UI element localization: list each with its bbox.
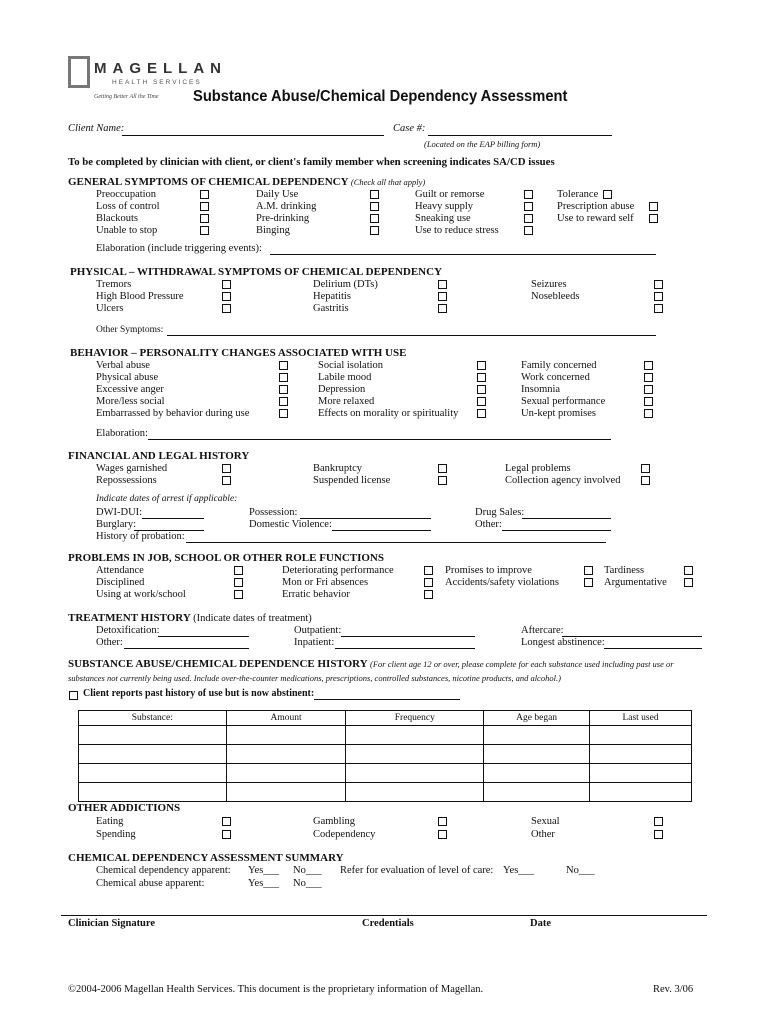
arrest-note: Indicate dates of arrest if applicable: [96,494,238,504]
checkbox[interactable] [424,578,433,587]
detox-field[interactable] [158,636,249,637]
checkbox[interactable] [200,214,209,223]
checkbox[interactable] [654,830,663,839]
column-header: Last used [590,711,692,726]
table-row [79,726,692,745]
physical-item: Gastritis [313,303,349,314]
physical-item: Ulcers [96,303,124,314]
table-header [79,711,692,726]
checkbox[interactable] [222,817,231,826]
financial-heading: FINANCIAL AND LEGAL HISTORY [68,450,250,462]
dwi-label: DWI-DUI: [96,507,143,518]
behavior-elaboration-label: Elaboration: [96,428,148,439]
column-header: Frequency [346,711,484,726]
checkbox[interactable] [477,385,486,394]
general-item: Use to reward self [557,213,634,224]
substance-table [78,710,692,802]
addiction-item: Sexual [531,816,560,827]
general-item: Sneaking use [415,213,471,224]
financial-item: Wages garnished [96,463,168,474]
dependency-yes[interactable]: Yes___ [248,865,280,876]
checkbox[interactable] [222,476,231,485]
table-cell[interactable] [590,764,692,783]
credentials-label: Credentials [362,918,414,929]
checkbox[interactable] [477,397,486,406]
problems-item: Promises to improve [445,565,532,576]
table-cell[interactable] [346,783,484,802]
table-cell[interactable] [79,764,227,783]
table-cell[interactable] [346,764,484,783]
checkbox[interactable] [438,292,447,301]
behavior-item: Depression [318,384,366,395]
sa-history-heading: SUBSTANCE ABUSE/CHEMICAL DEPENDENCE HISTORY (For client age 12 or over, please complete for each substance used including past use or [68,658,674,670]
dependency-label: Chemical dependency apparent: [96,865,231,876]
physical-item: Hepatitis [313,291,351,302]
checkbox[interactable] [649,214,658,223]
behavior-item: More/less social [96,396,165,407]
longest-field[interactable] [604,648,702,649]
physical-item: Nosebleeds [531,291,580,302]
table-cell[interactable] [226,726,346,745]
probation-field[interactable] [186,542,606,543]
case-note: (Located on the EAP billing form) [424,139,541,149]
table-cell[interactable] [484,783,590,802]
table-row [79,783,692,802]
checkbox[interactable] [641,464,650,473]
table-cell[interactable] [590,745,692,764]
financial-item: Legal problems [505,463,571,474]
checkbox[interactable] [279,397,288,406]
checkbox[interactable] [279,361,288,370]
checkbox[interactable] [438,464,447,473]
physical-other-field[interactable] [167,335,656,336]
behavior-item: Insomnia [521,384,561,395]
domestic-field[interactable] [332,530,431,531]
problems-item: Mon or Fri absences [282,577,369,588]
checkbox[interactable] [279,409,288,418]
checkbox[interactable] [584,566,593,575]
checkbox[interactable] [649,202,658,211]
checkbox[interactable] [424,566,433,575]
signature-label: Clinician Signature [68,918,156,929]
checkbox[interactable] [524,226,533,235]
checkbox[interactable] [584,578,593,587]
column-header: Age began [484,711,590,726]
checkbox[interactable] [654,817,663,826]
addiction-item: Codependency [313,829,376,840]
behavior-item: More relaxed [318,396,375,407]
case-field[interactable] [428,135,612,136]
problems-heading: PROBLEMS IN JOB, SCHOOL OR OTHER ROLE FUNCTIONS [68,552,384,564]
referral-yes[interactable]: Yes___ [503,865,535,876]
financial-item: Repossessions [96,475,157,486]
checkbox[interactable] [524,214,533,223]
checkbox[interactable] [222,292,231,301]
checkbox[interactable] [654,304,663,313]
behavior-item: Effects on morality or spirituality [318,408,459,419]
referral-no[interactable]: No___ [566,865,595,876]
checkbox[interactable] [641,476,650,485]
logo-mark [68,56,90,88]
addiction-item: Spending [96,829,136,840]
physical-heading: PHYSICAL – WITHDRAWAL SYMPTOMS OF CHEMICAL DEPENDENCY [70,266,443,278]
general-item: Unable to stop [96,225,158,236]
problems-item: Attendance [96,565,144,576]
behavior-item: Sexual performance [521,396,606,407]
physical-item: High Blood Pressure [96,291,184,302]
addiction-item: Eating [96,816,124,827]
treatment-other-label: Other: [96,637,123,648]
problems-item: Disciplined [96,577,145,588]
sa-history-note: substances not currently being used. Include over-the-counter medications, prescriptions, controlled substances, nicotine products, and alcohol.) [68,673,561,683]
general-item: A.M. drinking [256,201,317,212]
problems-item: Tardiness [604,565,645,576]
table-row [79,764,692,783]
general-item: Heavy supply [415,201,474,212]
checkbox[interactable] [438,817,447,826]
checkbox[interactable] [279,385,288,394]
checkbox[interactable] [222,280,231,289]
abstinent-checkbox[interactable] [69,691,78,700]
checkbox[interactable] [200,190,209,199]
checkbox[interactable] [438,476,447,485]
general-item: Pre-drinking [256,213,310,224]
problems-item: Argumentative [604,577,667,588]
behavior-heading: BEHAVIOR – PERSONALITY CHANGES ASSOCIATED WITH USE [70,347,407,359]
general-item: Tolerance [557,189,599,200]
checkbox[interactable] [222,830,231,839]
table-cell[interactable] [226,745,346,764]
behavior-item: Verbal abuse [96,360,150,371]
aftercare-label: Aftercare: [521,625,564,636]
general-elaboration-field[interactable] [270,254,656,255]
general-item: Loss of control [96,201,160,212]
problems-item: Deteriorating performance [282,565,394,576]
general-item: Daily Use [256,189,299,200]
checkbox[interactable] [234,590,243,599]
general-elaboration-label: Elaboration (include triggering events): [96,243,262,254]
referral-label: Refer for evaluation of level of care: [340,865,494,876]
financial-other-field[interactable] [502,530,611,531]
checkbox[interactable] [222,304,231,313]
column-header: Amount [226,711,346,726]
checkbox[interactable] [370,214,379,223]
financial-item: Bankruptcy [313,463,362,474]
behavior-item: Excessive anger [96,384,164,395]
table-cell[interactable] [484,745,590,764]
checkbox[interactable] [200,202,209,211]
physical-item: Seizures [531,279,567,290]
logo-sub: HEALTH SERVICES [112,79,202,86]
dwi-field[interactable] [142,518,204,519]
probation-label: History of probation: [96,531,185,542]
client-name-field[interactable] [122,135,384,136]
financial-item: Collection agency involved [505,475,621,486]
table-cell[interactable] [79,745,227,764]
checkbox[interactable] [684,566,693,575]
date-label: Date [530,918,551,929]
table-cell[interactable] [226,764,346,783]
checkbox[interactable] [370,226,379,235]
general-item: Binging [256,225,290,236]
table-cell[interactable] [346,726,484,745]
outpatient-field[interactable] [341,636,475,637]
outpatient-label: Outpatient: [294,625,342,636]
checkbox[interactable] [644,373,653,382]
behavior-item: Embarrassed by behavior during use [96,408,250,419]
checkbox[interactable] [438,280,447,289]
checkbox[interactable] [424,590,433,599]
table-cell[interactable] [79,783,227,802]
logo-tagline: Getting Better All the Time [94,94,159,100]
physical-item: Tremors [96,279,132,290]
table-cell[interactable] [346,745,484,764]
addiction-item: Gambling [313,816,355,827]
behavior-item: Physical abuse [96,372,159,383]
checkbox[interactable] [200,226,209,235]
checkbox[interactable] [234,566,243,575]
checkbox[interactable] [644,361,653,370]
problems-item: Using at work/school [96,589,186,600]
footer-rev: Rev. 3/06 [653,984,694,995]
general-item: Blackouts [96,213,138,224]
page-title: Substance Abuse/Chemical Dependency Assessment [193,88,568,105]
burglary-label: Burglary: [96,519,137,530]
behavior-item: Un-kept promises [521,408,596,419]
footer-copyright: ©2004-2006 Magellan Health Services. This document is the proprietary information of Magellan. [68,984,484,995]
checkbox[interactable] [279,373,288,382]
abstinent-field[interactable] [314,699,460,700]
checkbox[interactable] [477,361,486,370]
abuse-no[interactable]: No___ [293,878,322,889]
physical-other-label: Other Symptoms: [96,325,164,335]
general-item: Guilt or remorse [415,189,485,200]
general-item: Preoccupation [96,189,157,200]
checkbox[interactable] [644,385,653,394]
abstinent-label: Client reports past history of use but is now abstinent: [83,688,315,699]
other-addictions-heading: OTHER ADDICTIONS [68,802,181,814]
drug-sales-field[interactable] [522,518,611,519]
abuse-label: Chemical abuse apparent: [96,878,205,889]
table-cell[interactable] [79,726,227,745]
checkbox[interactable] [654,292,663,301]
physical-item: Delirium (DTs) [313,279,378,290]
checkbox[interactable] [477,373,486,382]
treatment-heading: TREATMENT HISTORY (Indicate dates of treatment) [68,612,312,624]
client-name-label: Client Name: [68,123,125,134]
behavior-item: Labile mood [318,372,372,383]
financial-item: Suspended license [313,475,391,486]
checkbox[interactable] [234,578,243,587]
inpatient-field[interactable] [335,648,475,649]
general-heading: GENERAL SYMPTOMS OF CHEMICAL DEPENDENCY (Check all that apply) [68,176,426,188]
checkbox[interactable] [222,464,231,473]
behavior-item: Social isolation [318,360,384,371]
instruction: To be completed by clinician with client, or client's family member when screening indicates SA/CD issues [68,156,555,168]
possession-label: Possession: [249,507,298,518]
signature-line[interactable] [61,915,707,916]
summary-heading: CHEMICAL DEPENDENCY ASSESSMENT SUMMARY [68,852,344,864]
checkbox[interactable] [654,280,663,289]
checkbox[interactable] [524,190,533,199]
abuse-yes[interactable]: Yes___ [248,878,280,889]
general-item: Prescription abuse [557,201,635,212]
problems-item: Accidents/safety violations [445,577,560,588]
behavior-elaboration-field[interactable] [148,439,611,440]
checkbox[interactable] [644,397,653,406]
table-cell[interactable] [590,783,692,802]
behavior-item: Work concerned [521,372,590,383]
treatment-other-field[interactable] [124,648,249,649]
checkbox[interactable] [438,304,447,313]
checkbox[interactable] [644,409,653,418]
checkbox[interactable] [370,190,379,199]
problems-item: Erratic behavior [282,589,350,600]
checkbox[interactable] [684,578,693,587]
table-cell[interactable] [484,764,590,783]
general-item: Use to reduce stress [415,225,499,236]
checkbox[interactable] [477,409,486,418]
detox-label: Detoxification: [96,625,160,636]
checkbox[interactable] [524,202,533,211]
inpatient-label: Inpatient: [294,637,335,648]
checkbox[interactable] [603,190,612,199]
longest-label: Longest abstinence: [521,637,605,648]
table-cell[interactable] [590,726,692,745]
addiction-item: Other [531,829,555,840]
table-cell[interactable] [226,783,346,802]
table-row [79,745,692,764]
behavior-item: Family concerned [521,360,597,371]
case-label: Case #: [393,123,426,134]
table-cell[interactable] [484,726,590,745]
column-header: Substance: [79,711,227,726]
dependency-no[interactable]: No___ [293,865,322,876]
checkbox[interactable] [438,830,447,839]
checkbox[interactable] [370,202,379,211]
domestic-label: Domestic Violence: [249,519,332,530]
financial-other-label: Other: [475,519,502,530]
drug-sales-label: Drug Sales: [475,507,525,518]
logo-name: MAGELLAN [94,60,227,77]
